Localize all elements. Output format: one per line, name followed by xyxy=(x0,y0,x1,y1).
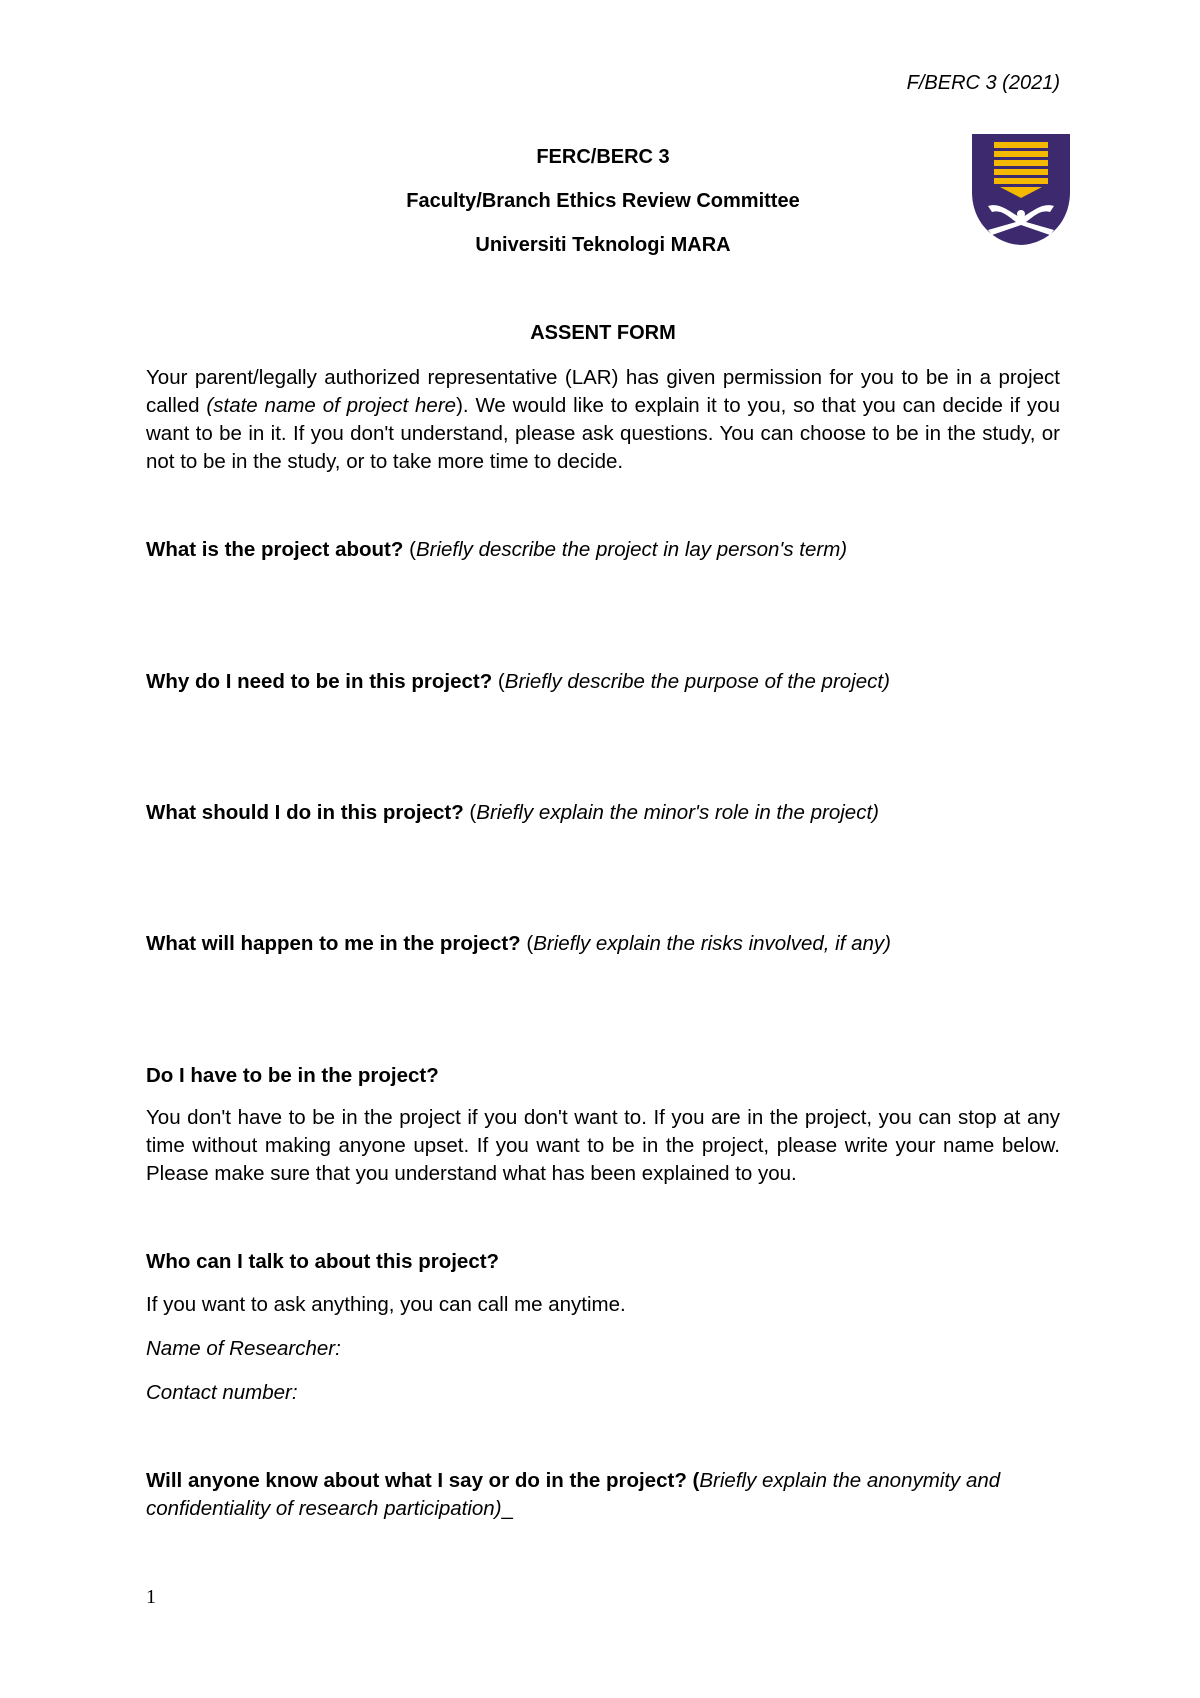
intro-paragraph xyxy=(146,364,1060,476)
section-question: Will anyone know about what I say or do in the project? ( xyxy=(146,1469,700,1492)
section-why-needed: Why do I need to be in this project? (Briefly describe the purpose of the project) xyxy=(146,670,890,693)
committee-heading: Faculty/Branch Ethics Review Committee xyxy=(406,190,800,212)
section-hint: Briefly describe the project in lay person's term) xyxy=(415,538,848,561)
section-question: What will happen to me in the project? xyxy=(146,932,521,955)
university-heading: Universiti Teknologi MARA xyxy=(475,234,731,256)
section-risks: What will happen to me in the project? (Briefly explain the risks involved, if any) xyxy=(146,932,892,955)
contact-text: If you want to ask anything, you can call me anytime. xyxy=(146,1293,626,1316)
assent-form-title: ASSENT FORM xyxy=(530,322,676,344)
uitm-crest-icon xyxy=(970,132,1072,247)
section-contact xyxy=(146,1248,1060,1276)
section-question: What is the project about? xyxy=(146,538,404,561)
section-hint: Briefly explain the risks involved, if any) xyxy=(533,932,892,955)
contact-number-label: Contact number: xyxy=(146,1381,298,1404)
intro-text-part2: ). We would like to explain it to you, so that you can decide if you want to be in it. If you don't understand, please ask questions. You can choose to be in the study, or not to be in the study, or to take more time to decide. xyxy=(146,394,1060,473)
researcher-name-label: Name of Researcher: xyxy=(146,1337,341,1360)
title-block xyxy=(146,145,1060,277)
section-hint: Briefly explain the minor's role in the project) xyxy=(476,801,879,824)
section-minor-role: What should I do in this project? (Briefly explain the minor's role in the project) xyxy=(146,801,879,824)
page-number: 1 xyxy=(146,1586,156,1608)
section-hint: Briefly explain the anonymity and confidentiality of research participation) xyxy=(146,1469,1001,1520)
section-project-about: What is the project about? (Briefly describe the project in lay person's term) xyxy=(146,538,848,561)
project-name-placeholder: (state name of project here xyxy=(206,394,457,417)
form-code: F/BERC 3 (2021) xyxy=(906,72,1060,94)
section-question: Why do I need to be in this project? xyxy=(146,670,493,693)
form-number-heading: FERC/BERC 3 xyxy=(536,146,670,168)
section-question: What should I do in this project? xyxy=(146,801,464,824)
section-question: Do I have to be in the project? xyxy=(146,1064,439,1087)
section-confidentiality: Will anyone know about what I say or do in the project? (Briefly explain the anonymity and confidentiality of research participation)_ xyxy=(146,1469,1001,1520)
intro-text-part1: Your parent/legally authorized representative (LAR) has given permission for you to be in a project called xyxy=(146,366,1060,417)
section-participation xyxy=(146,1062,1060,1090)
section-hint: Briefly describe the purpose of the project) xyxy=(504,670,890,693)
section-question: Who can I talk to about this project? xyxy=(146,1250,500,1273)
participation-paragraph: You don't have to be in the project if you don't want to. If you are in the project, you can stop at any time without making anyone upset. If you want to be in the project, please write your name below. Please make sure that you understand what has been explained to you. xyxy=(146,1106,1060,1185)
